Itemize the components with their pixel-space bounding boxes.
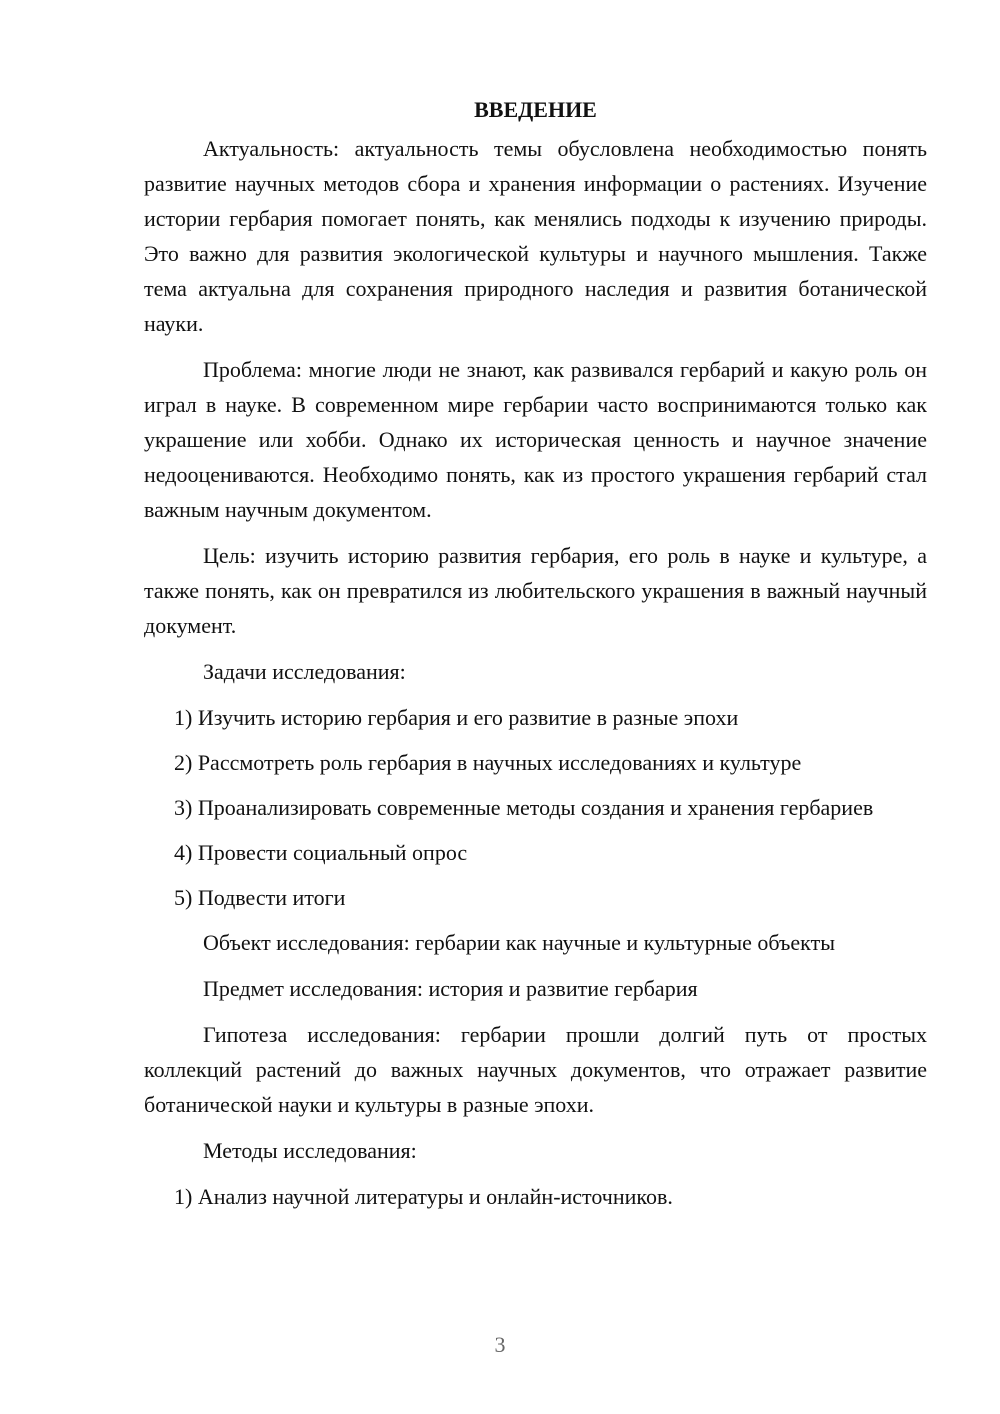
page-title: ВВЕДЕНИЕ bbox=[474, 97, 597, 122]
subject-paragraph: Предмет исследования: история и развитие гербария bbox=[203, 976, 698, 1001]
task-item-5: 5) Подвести итоги bbox=[174, 885, 346, 910]
hypothesis-paragraph: Гипотеза исследования: гербарии прошли долгий путь от простых коллекций растений до важных научных документов, что отражает развитие ботанической науки и культуры в разные эпохи. bbox=[144, 1022, 927, 1117]
relevance-paragraph: Актуальность: актуальность темы обусловлена необходимостью понять развитие научных методов сбора и хранения информации о растениях. Изучение истории гербария помогает понять, как менялись подходы к изучению природы. Это важно для развития экологической культуры и научного мышления. Также тема актуальна для сохранения природного наследия и развития ботанической науки. bbox=[144, 136, 927, 336]
goal-paragraph: Цель: изучить историю развития гербария, его роль в науке и культуре, а также понять, как он превратился из любительского украшения в важный научный документ. bbox=[144, 543, 927, 638]
task-item-1: 1) Изучить историю гербария и его развитие в разные эпохи bbox=[174, 705, 739, 730]
method-item-1: 1) Анализ научной литературы и онлайн-источников. bbox=[174, 1184, 673, 1209]
page-number: 3 bbox=[494, 1332, 506, 1357]
task-item-2: 2) Рассмотреть роль гербария в научных исследованиях и культуре bbox=[174, 750, 802, 775]
methods-heading: Методы исследования: bbox=[203, 1138, 417, 1163]
task-item-3: 3) Проанализировать современные методы создания и хранения гербариев bbox=[174, 795, 874, 820]
object-paragraph: Объект исследования: гербарии как научные и культурные объекты bbox=[203, 930, 835, 955]
document-page bbox=[144, 92, 927, 1224]
task-item-4: 4) Провести социальный опрос bbox=[174, 840, 468, 865]
tasks-heading: Задачи исследования: bbox=[203, 659, 406, 684]
problem-paragraph: Проблема: многие люди не знают, как развивался гербарий и какую роль он играл в науке. В современном мире гербарии часто воспринимаются только как украшение или хобби. Однако их историческая ценность и научное значение недооцениваются. Необходимо понять, как из простого украшения гербарий стал важным научным документом. bbox=[144, 357, 927, 522]
